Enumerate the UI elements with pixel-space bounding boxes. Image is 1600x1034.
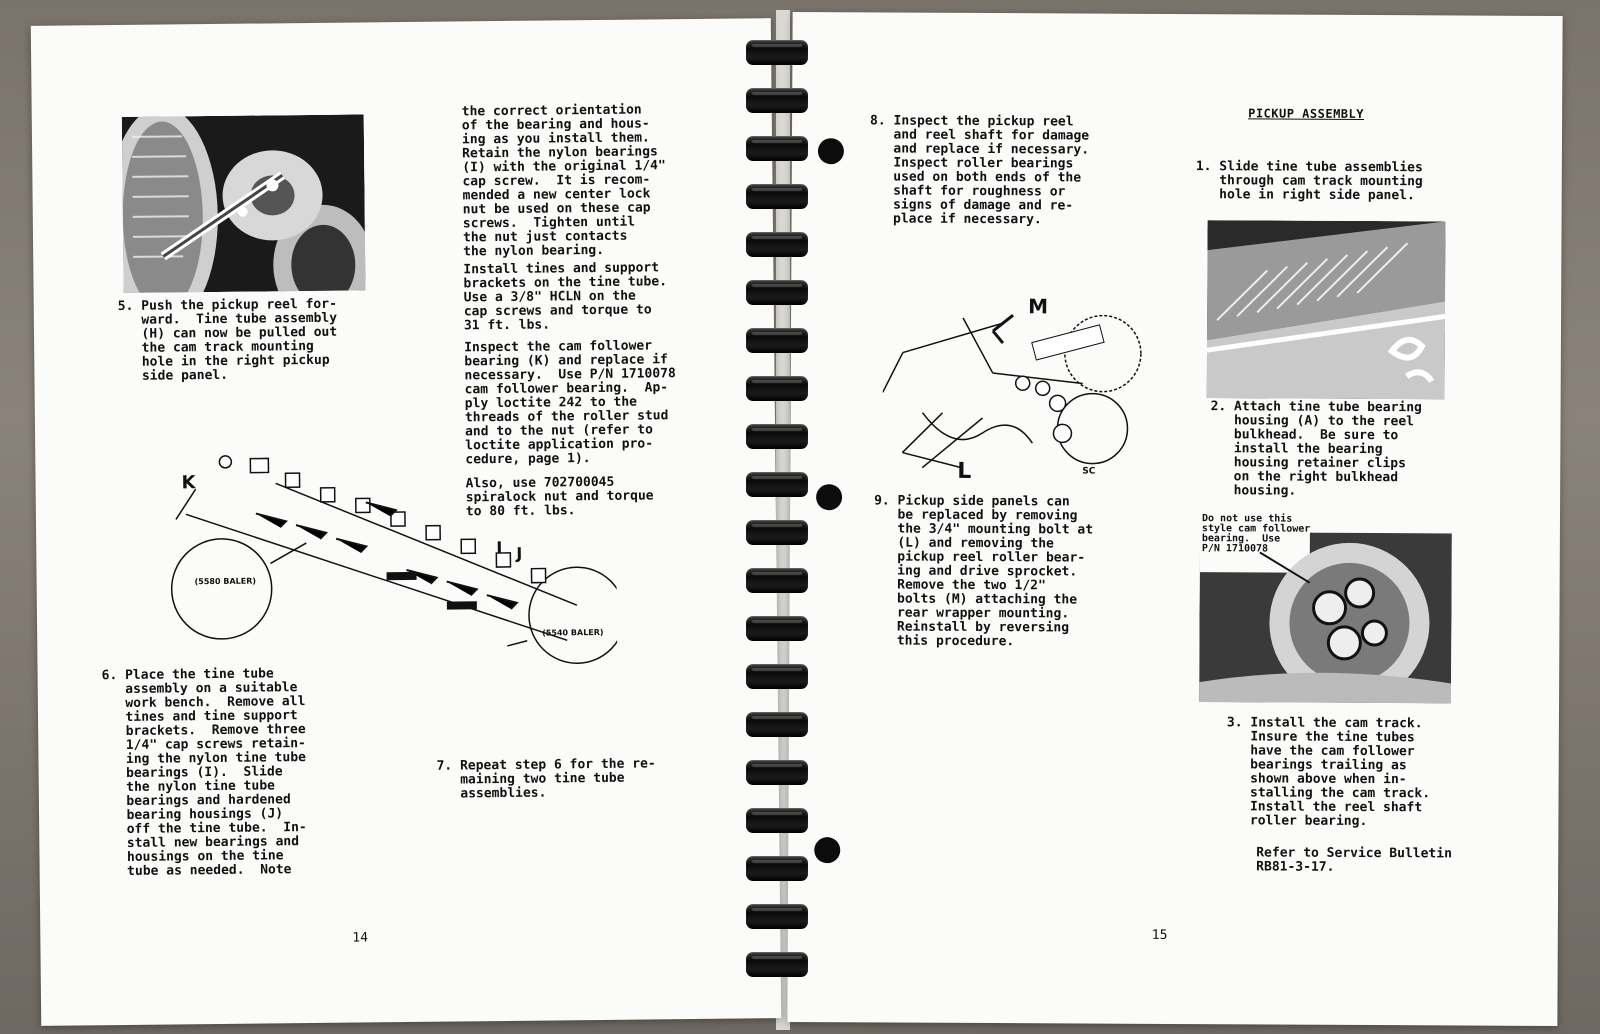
step-3-text: 3. Install the cam track. Insure the tine tubes have the cam follower bearings trailing as shown above when in- stalling the cam track. Install the reel shaft roller bearing.	[1226, 715, 1431, 830]
binding-coil	[746, 136, 808, 161]
binding-coil	[746, 568, 808, 593]
binding-coil	[746, 40, 808, 65]
step-1-text: 1. Slide tine tube assemblies through cam track mounting hole in right side panel.	[1195, 159, 1423, 204]
binding-coil	[746, 232, 808, 257]
column-2-para-3: Inspect the cam follower bearing (K) and replace if necessary. Use P/N 1710078 cam follower bearing. Ap- ply loctite 242 to the threads of the roller stud and to the nut (refer to loctite application pro- cedure, page 1).	[464, 338, 676, 468]
step-2-text: 2. Attach tine tube bearing housing (A) to the reel bulkhead. Be sure to install the bearing housing retainer clips on the right bulkhead housing.	[1210, 399, 1422, 499]
binding-coil	[746, 184, 808, 209]
left-page	[31, 18, 781, 1026]
page-number-right: 15	[1151, 927, 1168, 943]
column-2-para-4: Also, use 702700045 spiralock nut and torque to 80 ft. lbs.	[465, 474, 654, 520]
label-5540-baler: (5540 BALER)	[542, 627, 604, 638]
binding-coil	[746, 328, 808, 353]
photo-note: Do not use this style cam follower bearing. Use P/N 1710078	[1201, 513, 1311, 555]
punch-hole-middle	[816, 484, 842, 510]
photo-tine-tubes	[1207, 220, 1446, 399]
step-6-text: 6. Place the tine tube assembly on a suitable work bench. Remove all tines and tine support brackets. Remove three 1/4" cap screws retain- ing the nylon tine tube bearings (I). Slide the nylon tine tube bearings and hardened bearing housings (J) off the tine tube. In- stall new bearings and housings on the tine tube as needed. Note	[101, 666, 307, 880]
step-9-text: 9. Pickup side panels can be replaced by removing the 3/4" mounting bolt at (L) and removing the pickup reel roller bear- ing and drive sprocket. Remove the two 1/2" bolts (M) attaching the rear wrapper mounting. Reinstall by reversing this procedure.	[873, 493, 1094, 650]
binding-coil	[746, 376, 808, 401]
punch-hole-top	[818, 138, 844, 164]
punch-hole-bottom	[814, 837, 840, 863]
photo-cam-follower	[1199, 512, 1452, 703]
binding-coil	[746, 520, 808, 545]
label-m: M	[1028, 294, 1049, 319]
binding-coil	[746, 616, 808, 641]
label-l: L	[957, 458, 972, 484]
binding-coil	[746, 952, 808, 977]
refer-text: Refer to Service Bulletin RB81-3-17.	[1256, 845, 1452, 875]
binding-coil	[746, 88, 808, 113]
label-sc: SC	[1082, 466, 1096, 477]
section-heading: PICKUP ASSEMBLY	[1248, 106, 1365, 121]
binding-coil	[746, 424, 808, 449]
right-page	[787, 12, 1562, 1026]
binding-coil	[746, 808, 808, 833]
label-5580-baler: (5580 BALER)	[194, 576, 257, 587]
reel-shaft-diagram	[882, 292, 1153, 483]
binding-coil	[746, 856, 808, 881]
binding-coil	[746, 760, 808, 785]
binding-coil	[746, 664, 808, 689]
label-k: K	[181, 472, 196, 494]
binding-coil	[746, 472, 808, 497]
binding-coil	[746, 904, 808, 929]
binding-coil	[746, 712, 808, 737]
column-2-para-1: the correct orientation of the bearing and hous- ing as you install them. Retain the nylon bearings (I) with the original 1/4" cap screw. It is recom- mended a new center lock nut be used on these cap screws. Tighten until the nut just contacts the nylon bearing.	[461, 102, 666, 260]
page-number-left: 14	[352, 930, 369, 946]
step-5-text: 5. Push the pickup reel for- ward. Tine tube assembly (H) can now be pulled out the cam track mounting hole in the right pickup side panel.	[117, 296, 338, 385]
step-8-text: 8. Inspect the pickup reel and reel shaft for damage and replace if necessary. Inspect roller bearings used on both ends of the shaft for roughness or signs of damage and re- place if necessary.	[869, 113, 1090, 228]
label-i: I	[496, 537, 503, 558]
photo-pickup-reel	[122, 114, 366, 293]
label-j: J	[516, 543, 523, 563]
tine-tube-exploded-diagram	[155, 440, 617, 685]
binding-coil	[746, 280, 808, 305]
step-7-text: 7. Repeat step 6 for the re- maining two tine tube assemblies.	[436, 756, 656, 802]
column-2-para-2: Install tines and support brackets on the tine tube. Use a 3/8" HCLN on the cap screws and torque to 31 ft. lbs.	[463, 260, 668, 334]
